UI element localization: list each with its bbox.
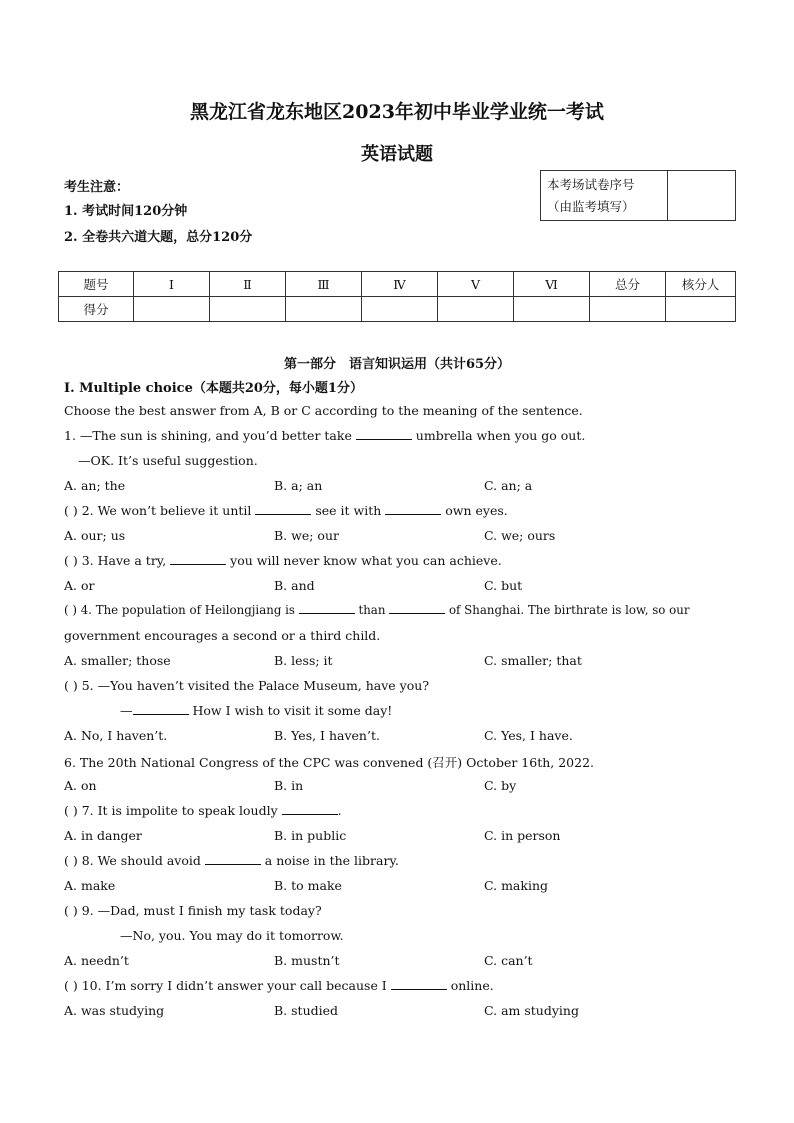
score-header-cell: Ⅱ: [210, 272, 286, 297]
answer-blank: [385, 504, 441, 515]
question-text: ( ) 7. It is impolite to speak loudly: [64, 803, 282, 818]
answer-blank: [255, 504, 311, 515]
question-text: ( ) 3. Have a try,: [64, 553, 171, 568]
score-cell[interactable]: [514, 297, 590, 322]
score-header-cell: 核分人: [666, 272, 736, 297]
exam-subtitle: 英语试题: [361, 144, 433, 165]
question-5-line2: [120, 703, 392, 718]
option-a[interactable]: A. in danger: [64, 828, 142, 843]
exam-title: 黑龙江省龙东地区2023年初中毕业学业统一考试: [190, 101, 604, 123]
seat-number-label: [541, 171, 668, 221]
question-text: than: [354, 603, 390, 617]
answer-blank: [389, 603, 445, 614]
score-header-cell: 总分: [590, 272, 666, 297]
question-9-line2: —No, you. You may do it tomorrow.: [120, 928, 344, 943]
part-title: 第一部分 语言知识运用（共计65分）: [283, 357, 511, 372]
question-text: 1. —The sun is shining, and you’d better take: [64, 428, 356, 443]
question-text: you will never know what you can achieve.: [226, 553, 502, 568]
question-text: of Shanghai. The birthrate is low, so our: [445, 603, 690, 617]
score-cell[interactable]: [590, 297, 666, 322]
score-header-cell: Ⅰ: [134, 272, 210, 297]
score-row-label: 得分: [59, 297, 134, 322]
option-b[interactable]: B. less; it: [274, 653, 333, 668]
option-c[interactable]: C. smaller; that: [484, 653, 582, 668]
question-text: How I wish to visit it some day!: [188, 703, 393, 718]
question-text: ( ) 4. The population of Heilongjiang is: [64, 603, 299, 617]
section-instruction: Choose the best answer from A, B or C according to the meaning of the sentence.: [64, 403, 583, 418]
question-4: [64, 603, 689, 617]
notice-item-2: 2. 全卷共六道大题，总分120分: [64, 230, 253, 245]
score-table: [58, 271, 736, 322]
option-c[interactable]: C. an; a: [484, 478, 533, 493]
question-text: .: [337, 803, 342, 818]
option-c[interactable]: C. am studying: [484, 1003, 579, 1018]
seat-number-field[interactable]: [668, 171, 736, 221]
option-c[interactable]: C. but: [484, 578, 523, 593]
answer-blank: [282, 804, 338, 815]
score-header-cell: Ⅵ: [514, 272, 590, 297]
notice-heading: 考生注意：: [64, 180, 130, 195]
option-b[interactable]: B. we; our: [274, 528, 339, 543]
answer-blank: [356, 429, 412, 440]
answer-blank: [391, 979, 447, 990]
option-a[interactable]: A. on: [64, 778, 97, 793]
question-text: see it with: [311, 503, 386, 518]
notice-item-1: 1. 考试时间120分钟: [64, 204, 188, 219]
question-2: [64, 503, 508, 518]
question-text: ( ) 2. We won’t believe it until: [64, 503, 256, 518]
question-1-line2: —OK. It’s useful suggestion.: [78, 453, 258, 468]
score-header-cell: Ⅲ: [286, 272, 362, 297]
option-a[interactable]: A. our; us: [64, 528, 126, 543]
question-3: [64, 553, 502, 568]
option-b[interactable]: B. in: [274, 778, 304, 793]
seat-number-box: [540, 170, 736, 221]
answer-blank: [133, 704, 189, 715]
option-c[interactable]: C. by: [484, 778, 517, 793]
option-a[interactable]: A. or: [64, 578, 95, 593]
option-a[interactable]: A. was studying: [64, 1003, 165, 1018]
option-c[interactable]: C. in person: [484, 828, 561, 843]
option-a[interactable]: A. needn’t: [64, 953, 129, 968]
option-b[interactable]: B. to make: [274, 878, 342, 893]
seat-label-line1: 本考场试卷序号: [547, 176, 635, 192]
score-header-cell: Ⅳ: [362, 272, 438, 297]
option-b[interactable]: B. studied: [274, 1003, 339, 1018]
score-table-header-row: [59, 272, 736, 297]
score-table-row: [59, 297, 736, 322]
question-5: ( ) 5. —You haven’t visited the Palace Museum, have you?: [64, 678, 430, 693]
question-8: [64, 853, 399, 868]
option-c[interactable]: C. can’t: [484, 953, 533, 968]
question-text: own eyes.: [441, 503, 508, 518]
answer-blank: [299, 603, 355, 614]
option-a[interactable]: A. an; the: [64, 478, 126, 493]
option-a[interactable]: A. No, I haven’t.: [64, 728, 168, 743]
score-cell[interactable]: [362, 297, 438, 322]
option-c[interactable]: C. we; ours: [484, 528, 556, 543]
option-c[interactable]: C. making: [484, 878, 548, 893]
option-a[interactable]: A. smaller; those: [64, 653, 171, 668]
question-7: [64, 803, 342, 818]
question-text: —: [120, 703, 133, 718]
answer-blank: [205, 854, 261, 865]
question-text: umbrella when you go out.: [411, 428, 586, 443]
question-6: 6. The 20th National Congress of the CPC was convened (召开) October 16th, 2022.: [64, 755, 595, 770]
option-b[interactable]: B. in public: [274, 828, 347, 843]
question-1: [64, 428, 585, 443]
option-b[interactable]: B. a; an: [274, 478, 323, 493]
score-cell[interactable]: [666, 297, 736, 322]
section-title: Ⅰ. Multiple choice（本题共20分，每小题1分）: [64, 381, 363, 396]
score-header-cell: 题号: [59, 272, 134, 297]
score-header-cell: Ⅴ: [438, 272, 514, 297]
question-9: ( ) 9. —Dad, must I finish my task today?: [64, 903, 322, 918]
seat-label-line2: （由监考填写）: [547, 198, 635, 214]
question-text: a noise in the library.: [260, 853, 399, 868]
question-text: ( ) 8. We should avoid: [64, 853, 205, 868]
option-b[interactable]: B. and: [274, 578, 315, 593]
score-cell[interactable]: [210, 297, 286, 322]
option-a[interactable]: A. make: [64, 878, 116, 893]
option-c[interactable]: C. Yes, I have.: [484, 728, 573, 743]
question-text: online.: [446, 978, 494, 993]
answer-blank: [170, 554, 226, 565]
question-4-line2: government encourages a second or a third child.: [64, 628, 381, 643]
option-b[interactable]: B. Yes, I haven’t.: [274, 728, 380, 743]
question-10: [64, 978, 494, 993]
score-cell[interactable]: [286, 297, 362, 322]
question-text: ( ) 10. I’m sorry I didn’t answer your call because I: [64, 978, 391, 993]
score-cell[interactable]: [134, 297, 210, 322]
score-cell[interactable]: [438, 297, 514, 322]
option-b[interactable]: B. mustn’t: [274, 953, 340, 968]
